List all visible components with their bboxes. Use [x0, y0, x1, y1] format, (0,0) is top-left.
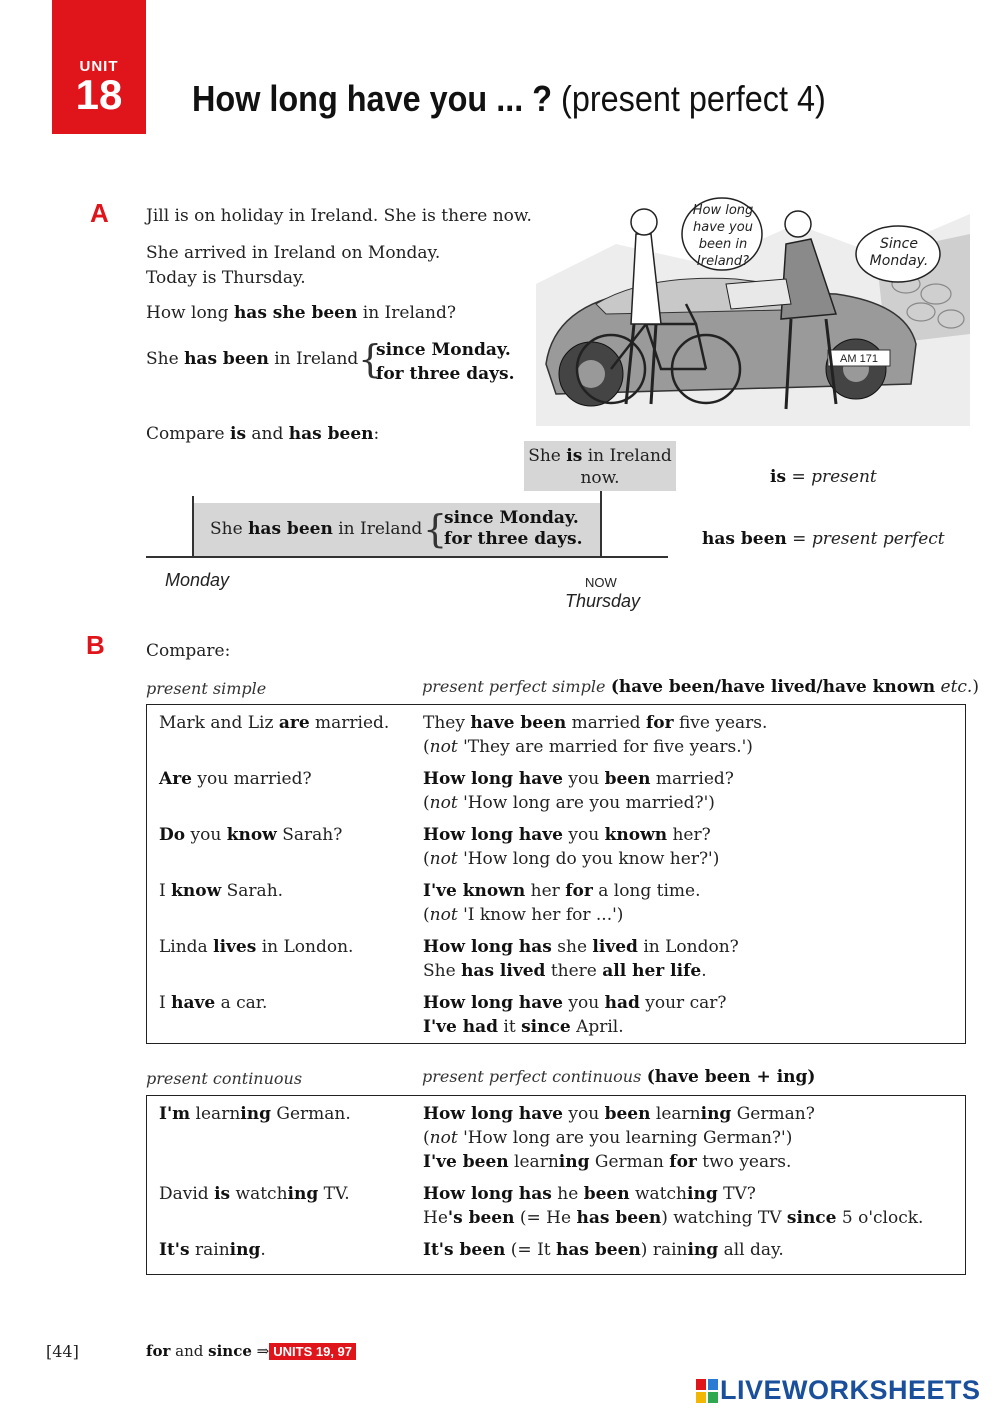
text: (= He: [514, 1208, 577, 1228]
text-bold: ing: [687, 1240, 719, 1260]
a-question: [146, 303, 456, 323]
text-bold: It's: [159, 1240, 190, 1260]
text: 'How long are you learning German?'): [463, 1128, 793, 1148]
t1-head-left: present simple: [146, 679, 267, 698]
text: They: [423, 713, 471, 733]
text: married?: [650, 769, 734, 789]
text: all day: [718, 1240, 779, 1260]
page-title: [192, 78, 826, 120]
text: Sarah.: [221, 881, 284, 901]
text: rain: [189, 1240, 230, 1260]
text-bold: is: [229, 424, 247, 444]
text-bold: known: [604, 825, 668, 845]
text: Compare: [146, 424, 225, 444]
timeline-now-tick: [600, 491, 602, 556]
text: .: [701, 961, 707, 981]
text: he: [551, 1184, 584, 1204]
text: She: [210, 519, 243, 539]
text-bold: been: [583, 1184, 630, 1204]
text-bold: all her life: [602, 961, 702, 981]
text-bold: ing: [287, 1184, 319, 1204]
text-italic: not: [429, 793, 458, 813]
text-bold: ing: [558, 1152, 590, 1172]
text: your car?: [639, 993, 727, 1013]
text: ): [972, 677, 979, 697]
license-plate: AM 171: [840, 353, 878, 365]
text: =: [792, 529, 807, 549]
text: 'How long are you married?'): [463, 793, 715, 813]
text-bold: ing: [700, 1104, 732, 1124]
unit-number: 18: [75, 71, 123, 118]
compare-line: [146, 424, 379, 444]
a-option1: since Monday.: [376, 340, 511, 360]
text-bold: How long has: [423, 937, 552, 957]
text-bold: has been: [184, 349, 269, 369]
text-bold: is: [770, 467, 787, 487]
text: there: [545, 961, 603, 981]
text-bold: How long have: [423, 825, 563, 845]
timeline-start-tick: [192, 496, 194, 556]
text: How long: [146, 303, 229, 323]
text: in Ireland: [338, 519, 423, 539]
title-sub: (present perfect 4): [561, 78, 826, 119]
bar-option2: for three days.: [444, 529, 583, 549]
text: in Ireland: [587, 446, 672, 466]
text-bold: I've had: [423, 1017, 499, 1037]
text: five years.: [673, 713, 768, 733]
text-bold: It's been: [423, 1240, 506, 1260]
text-bold: How long have: [423, 769, 563, 789]
text: (= It: [505, 1240, 557, 1260]
text: Sarah?: [276, 825, 343, 845]
text-bold: I've known: [423, 881, 526, 901]
a-option2: for three days.: [376, 364, 515, 384]
a-line3: Today is Thursday.: [146, 268, 306, 288]
text: She: [423, 961, 462, 981]
text-bold: Do: [159, 825, 186, 845]
text: He: [423, 1208, 448, 1228]
text: 'I know her for ...'): [463, 905, 624, 925]
text-italic: not: [429, 849, 458, 869]
text: and: [251, 424, 284, 444]
text-bold: has been: [556, 1240, 641, 1260]
units-reference-link[interactable]: UNITS 19, 97: [269, 1343, 356, 1360]
text: a long time.: [592, 881, 701, 901]
text: in Ireland: [274, 349, 359, 369]
a-line1: Jill is on holiday in Ireland. She is there now.: [146, 206, 532, 226]
text-bold: had: [604, 993, 640, 1013]
text-bold: lives: [213, 937, 257, 957]
arrow-icon: ⇒: [256, 1342, 270, 1360]
text: in London?: [637, 937, 739, 957]
text-bold: know: [226, 825, 277, 845]
text-italic: present: [811, 467, 877, 487]
text: 5 o'clock.: [836, 1208, 924, 1228]
legend-present-perfect: [702, 529, 945, 549]
text-bold: 's been: [447, 1208, 515, 1228]
title-main: How long have you ... ?: [192, 78, 553, 119]
text-bold: for: [669, 1152, 697, 1172]
text: in Ireland?: [362, 303, 456, 323]
text: ) rain: [640, 1240, 688, 1260]
text: married: [566, 713, 646, 733]
text: She: [528, 446, 561, 466]
section-b-letter: B: [86, 630, 105, 660]
section-a-letter: A: [90, 198, 109, 228]
liveworksheets-icon: [696, 1379, 718, 1403]
text-bold: ing: [687, 1184, 718, 1204]
text: :: [373, 424, 380, 444]
text-bold: are: [278, 713, 310, 733]
page-number: [44]: [46, 1342, 79, 1361]
text-bold: has lived: [461, 961, 546, 981]
text-bold: know: [171, 881, 222, 901]
text: learn: [190, 1104, 241, 1124]
text-bold: for: [645, 713, 674, 733]
text-bold: has been: [288, 424, 374, 444]
text-bold: ing: [240, 1104, 271, 1124]
brand-logo: [696, 1375, 981, 1406]
text-bold: Are: [159, 769, 192, 789]
text: TV?: [717, 1184, 756, 1204]
b-compare: Compare:: [146, 641, 231, 661]
text: you: [562, 825, 605, 845]
text: Linda: [159, 937, 214, 957]
table-present-perfect-simple: Mark and Liz are married. They have been married for five years. (not 'They are married for five years.') Are you married? How long have you been married? (not 'How long are you married?') Do you know Sarah? How long have you known her? (not 'How long do you know her?') I know Sarah. I've known her for a long time. (not 'I know her for ...') Linda lives in London. How long has she lived in London? She has lived there all her life. I have a car. How long have you had your car? I've had it since April.: [146, 704, 966, 1044]
text: learn: [650, 1104, 701, 1124]
text-italic: etc.: [940, 677, 973, 697]
timeline-now-label: NOW: [585, 575, 617, 590]
text: watch: [629, 1184, 687, 1204]
text: married.: [309, 713, 390, 733]
brace-symbol: {: [423, 507, 448, 551]
text-bold: for: [565, 881, 593, 901]
text: David: [159, 1184, 215, 1204]
text-bold: How long have: [423, 993, 563, 1013]
timeline-end-label: Thursday: [565, 591, 641, 611]
text-bold: been: [604, 769, 651, 789]
text-bold: I've been: [423, 1152, 509, 1172]
text-bold: since: [208, 1342, 252, 1360]
timeline-axis: [146, 556, 668, 558]
text-bold: How long have: [423, 1104, 563, 1124]
text: .: [260, 1240, 266, 1260]
table-present-perfect-continuous: I'm learning German. How long have you been learning German? (not 'How long are you learning German?') I've been learning German for two years. David is watching TV. How long has he been watching TV? He's been (= He has been) watching TV since 5 o'clock. It's raining. It's been (= It has been) raining all day.: [146, 1095, 966, 1275]
text-bold: is: [566, 446, 583, 466]
a-statement: [146, 349, 358, 369]
text: I: [159, 993, 172, 1013]
text-bold: have been: [470, 713, 567, 733]
text: German: [589, 1152, 670, 1172]
bar-statement: [210, 519, 422, 539]
text: you: [562, 993, 605, 1013]
text-bold: has she been: [233, 303, 358, 323]
text-bold: since: [786, 1208, 837, 1228]
text-bold: is: [214, 1184, 231, 1204]
brand-name: LIVEWORKSHEETS: [720, 1375, 981, 1405]
t1-head-right: [422, 677, 979, 697]
text-bold: I'm: [159, 1104, 191, 1124]
text: you: [185, 825, 227, 845]
text: her?: [667, 825, 711, 845]
bar-option1: since Monday.: [444, 508, 579, 528]
text: =: [791, 467, 806, 487]
text-bold: has been: [702, 529, 787, 549]
t2-head-right: [422, 1067, 815, 1087]
text-italic: present perfect simple: [422, 677, 606, 696]
text: 'How long do you know her?'): [463, 849, 720, 869]
text: a car.: [215, 993, 268, 1013]
text-bold: lived: [592, 937, 638, 957]
text: in London.: [256, 937, 354, 957]
text: April.: [570, 1017, 624, 1037]
speech-bubble-question: How long have you been in Ireland?: [692, 203, 754, 269]
text-bold: (have been + ing): [646, 1067, 816, 1087]
unit-badge: [52, 0, 146, 134]
now-box: [524, 441, 676, 491]
text: learn: [508, 1152, 559, 1172]
text: She: [146, 349, 179, 369]
timeline-start-label: Monday: [165, 570, 230, 590]
text: ) watching TV: [661, 1208, 787, 1228]
t2-head-left: present continuous: [146, 1069, 303, 1088]
text-italic: present perfect continuous: [422, 1067, 642, 1086]
text-bold: for: [146, 1342, 171, 1360]
text: and: [175, 1342, 204, 1360]
text: you: [562, 769, 605, 789]
text: 'They are married for five years.'): [463, 737, 753, 757]
text-bold: since: [521, 1017, 571, 1037]
text: you: [562, 1104, 605, 1124]
text-bold: has been: [248, 519, 333, 539]
text: she: [551, 937, 593, 957]
brace-symbol: {: [358, 337, 383, 381]
speech-bubble-answer: Since Monday.: [869, 236, 929, 269]
text-bold: How long has: [423, 1184, 552, 1204]
text: two years.: [696, 1152, 792, 1172]
cross-reference: [146, 1342, 356, 1360]
text: you married?: [191, 769, 312, 789]
text: .: [778, 1240, 784, 1260]
cartoon-illustration: [536, 194, 970, 426]
text-italic: not: [429, 1128, 458, 1148]
unit-label: UNIT: [79, 58, 119, 75]
text: I: [159, 881, 172, 901]
text: watch: [230, 1184, 288, 1204]
text-italic: not: [429, 905, 458, 925]
text-bold: have: [171, 993, 216, 1013]
text-bold: (have been/have lived/have known: [610, 677, 936, 697]
text: her: [525, 881, 566, 901]
legend-present: [770, 467, 877, 487]
text-italic: not: [429, 737, 458, 757]
text: German.: [271, 1104, 351, 1124]
a-line2: She arrived in Ireland on Monday.: [146, 243, 441, 263]
text: TV.: [318, 1184, 350, 1204]
text: Mark and Liz: [159, 713, 279, 733]
text-bold: ing: [229, 1240, 261, 1260]
text-bold: has been: [576, 1208, 662, 1228]
text: German?: [731, 1104, 815, 1124]
text-bold: been: [604, 1104, 651, 1124]
text: now.: [580, 468, 620, 488]
text: it: [498, 1017, 522, 1037]
text-italic: present perfect: [811, 529, 945, 549]
